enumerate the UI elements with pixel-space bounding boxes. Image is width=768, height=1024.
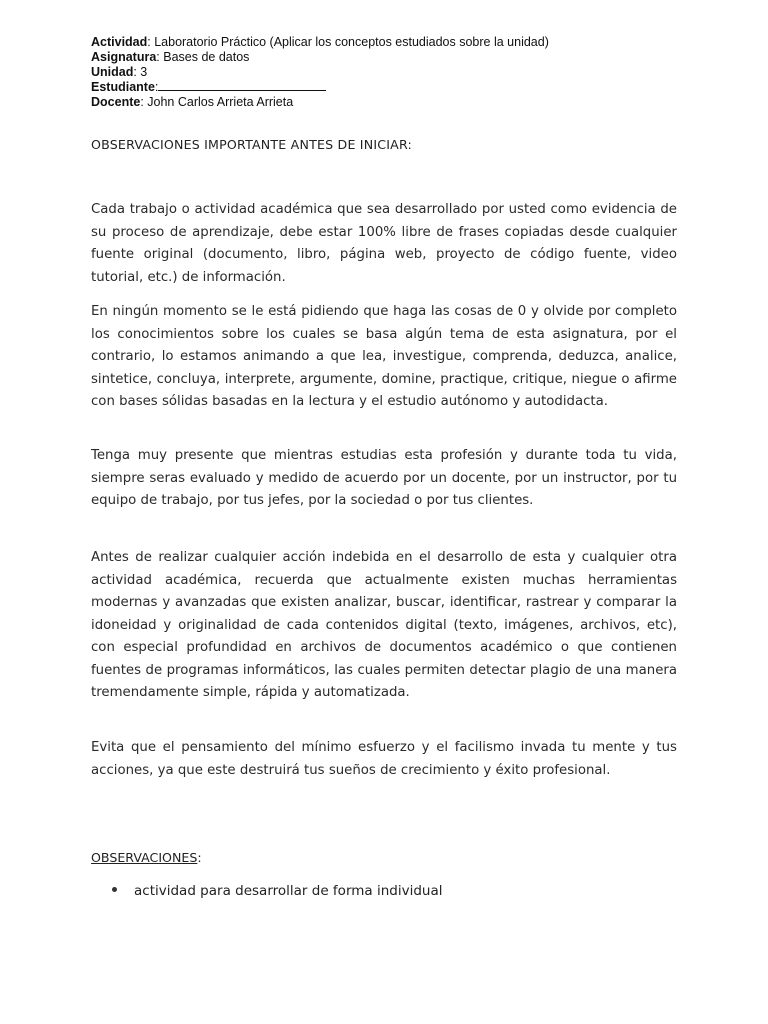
paragraph-text: Evita que el pensamiento del mínimo esfuerzo y el facilismo invada tu mente y tus acciones, ya que este destruirá tus sueños de crecimiento y éxito profesional.	[91, 740, 677, 778]
list-item	[112, 883, 442, 899]
unidad-value: : 3	[133, 64, 148, 79]
paragraph-4	[91, 547, 677, 705]
paragraph-3	[91, 445, 677, 513]
asignatura-label: Asignatura	[91, 49, 157, 64]
header-unidad	[91, 65, 691, 80]
observaciones-heading	[91, 850, 202, 865]
observaciones-colon: :	[197, 850, 202, 865]
paragraph-text: Tenga muy presente que mientras estudias esta profesión y durante toda tu vida, siempre seras evaluado y medido de acuerdo por un docente, por un instructor, por tu equipo de trabajo, por tus jefes, por la sociedad o por tus clientes.	[91, 448, 677, 508]
estudiante-blank-line	[158, 79, 326, 91]
header-actividad	[91, 35, 691, 50]
paragraph-text: Cada trabajo o actividad académica que sea desarrollado por usted como evidencia de su proceso de aprendizaje, debe estar 100% libre de frases copiadas desde cualquier fuente original (documento, libro, página web, proyecto de código fuente, video tutorial, etc.) de información.	[91, 202, 677, 285]
header-asignatura	[91, 50, 691, 65]
header-docente	[91, 95, 691, 110]
paragraph-text: Antes de realizar cualquier acción indebida en el desarrollo de esta y cualquier otra actividad académica, recuerda que actualmente existen muchas herramientas modernas y avanzadas que existen analizar, buscar, identificar, rastrear y comparar la idoneidad y originalidad de cada contenidos digital (texto, imágenes, archivos, etc), con especial profundidad en archivos de documentos académico o que contienen fuentes de programas informáticos, las cuales permiten detectar plagio de una manera tremendamente simple, rápida y automatizada.	[91, 550, 677, 700]
header-estudiante	[91, 79, 691, 95]
docente-label: Docente	[91, 95, 141, 110]
asignatura-value: : Bases de datos	[156, 49, 250, 64]
estudiante-label: Estudiante	[91, 80, 155, 95]
bullet-icon	[112, 887, 117, 892]
document-header	[91, 35, 691, 110]
unidad-label: Unidad	[91, 64, 134, 79]
list-item-text: actividad para desarrollar de forma individual	[134, 883, 443, 899]
intro-title: OBSERVACIONES IMPORTANTE ANTES DE INICIAR:	[91, 137, 412, 152]
paragraph-2	[91, 301, 677, 414]
paragraph-text: En ningún momento se le está pidiendo que haga las cosas de 0 y olvide por completo los conocimientos sobre los cuales se basa algún tema de esta asignatura, por el contrario, lo estamos animando a que lea, investigue, comprenda, deduzca, analice, sintetice, concluya, interprete, argumente, domine, practique, critique, niegue o afirme con bases sólidas basadas en la lectura y el estudio autónomo y autodidacta.	[91, 304, 677, 409]
docente-value: : John Carlos Arrieta Arrieta	[140, 95, 294, 110]
paragraph-5	[91, 737, 677, 782]
estudiante-value: :	[154, 80, 159, 95]
actividad-label: Actividad	[91, 35, 148, 49]
paragraph-1	[91, 199, 677, 289]
actividad-value: : Laboratorio Práctico (Aplicar los conceptos estudiados sobre la unidad)	[147, 35, 549, 49]
observaciones-title: OBSERVACIONES	[91, 850, 198, 865]
